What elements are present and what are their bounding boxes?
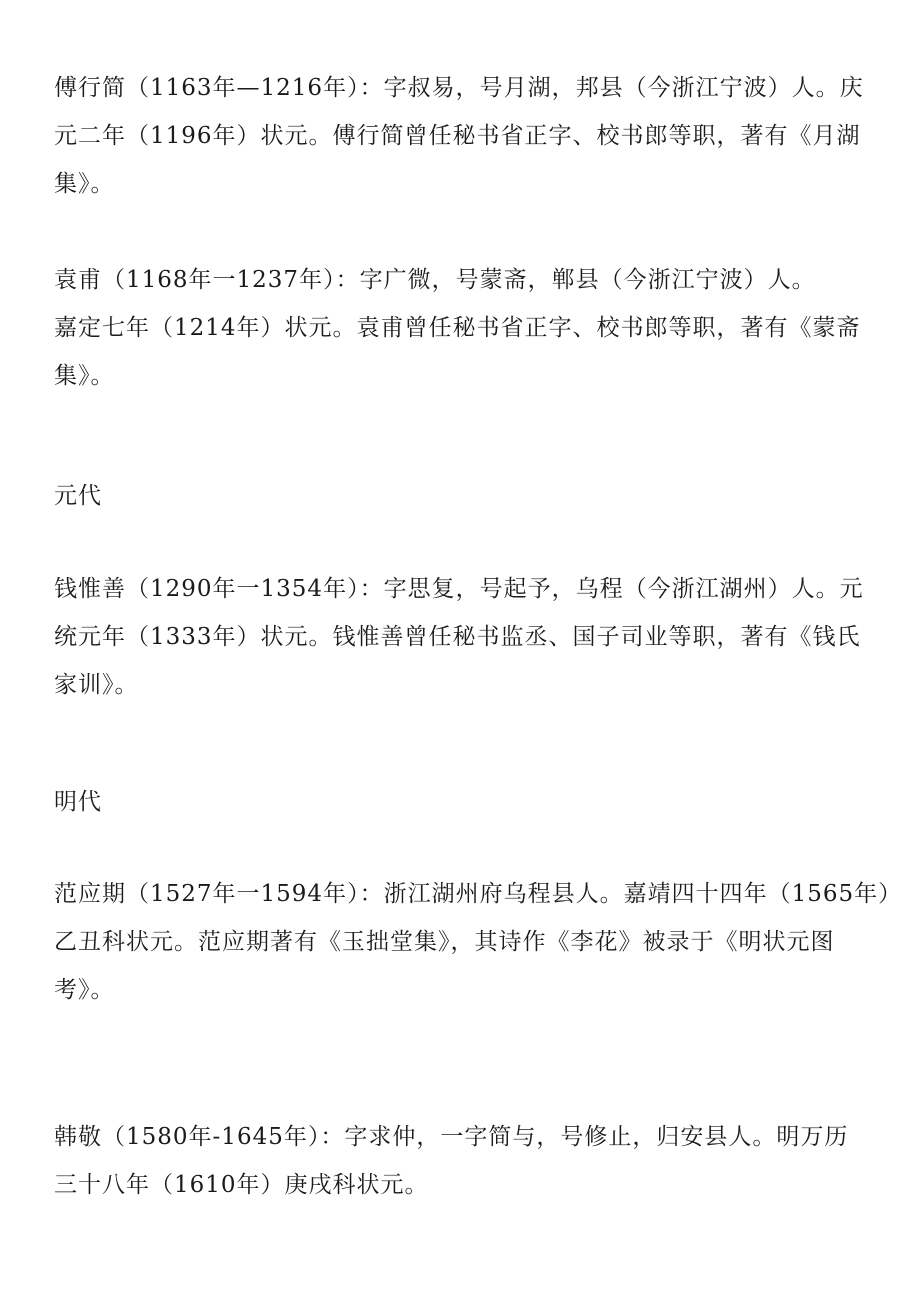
entry-yuan-fu [54,256,884,400]
entry-line: 乙丑科状元。范应期著有《玉拙堂集》，其诗作《李花》被录于《明状元图 [54,929,835,955]
entry-line: 集》。 [54,171,115,197]
entry-line: 统元年（1333年）状元。钱惟善曾任秘书监丞、国子司业等职，著有《钱氏 [54,624,861,650]
section-heading-yuan [54,472,884,520]
entry-line: 考》。 [54,977,115,1003]
entry-han-jing [54,1113,884,1209]
entry-line: 傅行简（1163年—1216年）：字叔易，号月湖，邦县（今浙江宁波）人。庆 [54,75,864,101]
entry-fu-xingjian [54,64,884,208]
entry-line: 元二年（1196年）状元。傅行简曾任秘书省正字、校书郎等职，著有《月湖 [54,123,861,149]
entry-line: 三十八年（1610年）庚戌科状元。 [54,1172,429,1198]
heading-text: 明代 [54,789,102,815]
section-heading-ming [54,778,884,826]
entry-qian-weishan [54,565,884,709]
entry-line: 范应期（1527年一1594年）：浙江湖州府乌程县人。嘉靖四十四年（1565年） [54,881,903,907]
entry-fan-yingqi [54,870,903,1014]
entry-line: 袁甫（1168年一1237年）：字广微，号蒙斋，郸县（今浙江宁波）人。 [54,267,816,293]
entry-line: 嘉定七年（1214年）状元。袁甫曾任秘书省正字、校书郎等职，著有《蒙斋 [54,315,861,341]
entry-line: 韩敬（1580年-1645年）：字求仲，一字简与，号修止，归安县人。明万历 [54,1124,849,1150]
entry-line: 家训》。 [54,672,139,698]
heading-text: 元代 [54,483,102,509]
entry-line: 集》。 [54,363,115,389]
entry-line: 钱惟善（1290年一1354年）：字思复，号起予，乌程（今浙江湖州）人。元 [54,576,864,602]
